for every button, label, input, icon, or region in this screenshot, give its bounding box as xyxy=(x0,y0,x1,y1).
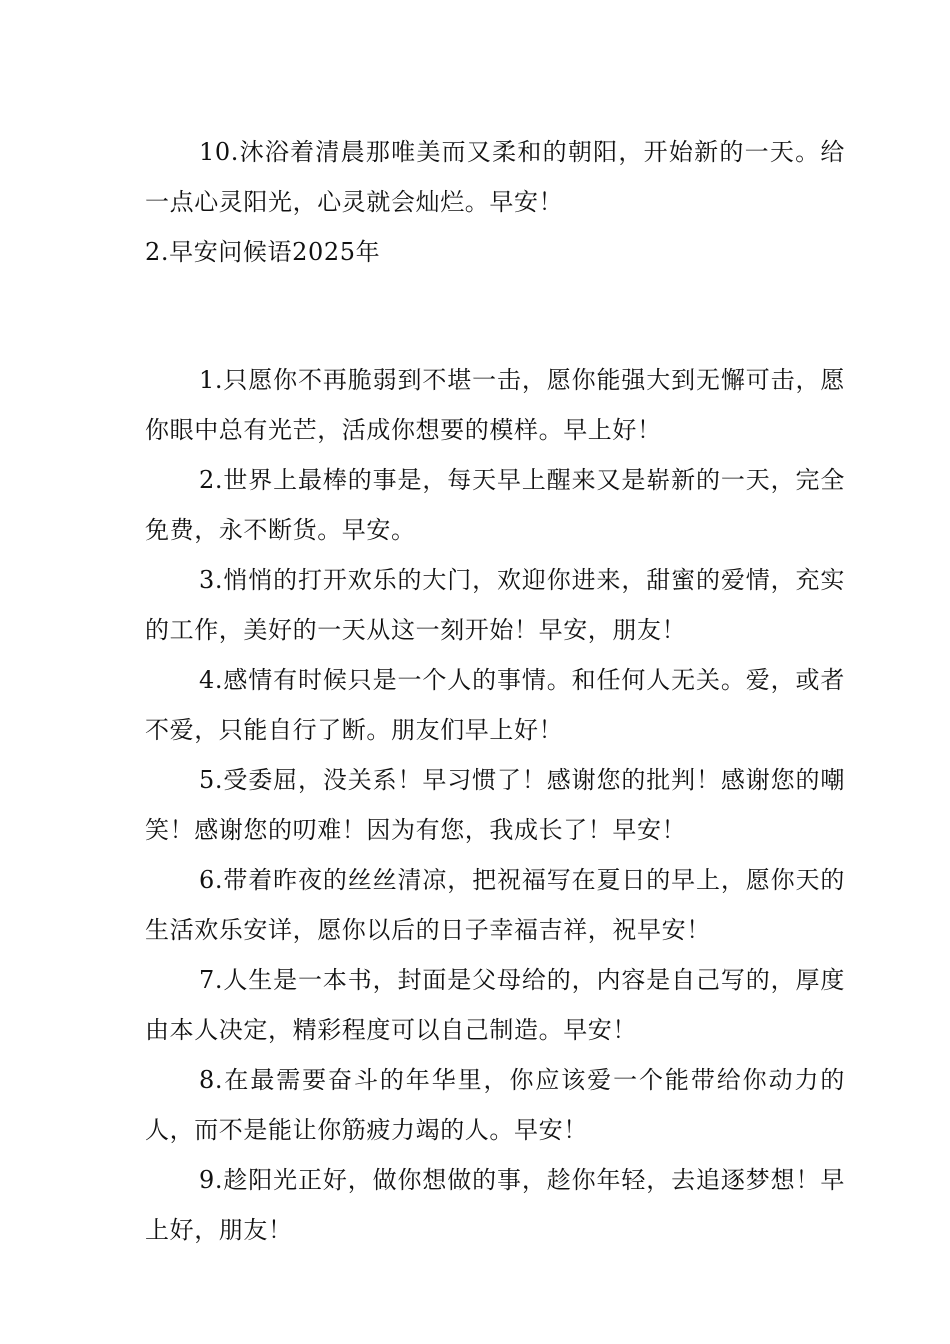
intro-paragraph: 10.沐浴着清晨那唯美而又柔和的朝阳，开始新的一天。给一点心灵阳光，心灵就会灿烂。早安！ xyxy=(145,138,845,216)
greeting-item-8: 8.在最需要奋斗的年华里，你应该爱一个能带给你动力的人，而不是能让你筋疲力竭的人。早安！ xyxy=(145,1066,845,1144)
greeting-item-5: 5.受委屈，没关系！早习惯了！感谢您的批判！感谢您的嘲笑！感谢您的叨难！因为有您，我成长了！早安！ xyxy=(145,766,845,844)
greeting-item-2: 2.世界上最棒的事是，每天早上醒来又是崭新的一天，完全免费，永不断货。早安。 xyxy=(145,466,845,544)
greeting-item-4: 4.感情有时候只是一个人的事情。和任何人无关。爱，或者不爱，只能自行了断。朋友们早上好！ xyxy=(145,666,845,744)
section-heading: 2.早安问候语2025年 xyxy=(145,238,381,266)
greeting-item-6: 6.带着昨夜的丝丝清凉，把祝福写在夏日的早上，愿你天的生活欢乐安详，愿你以后的日子幸福吉祥，祝早安！ xyxy=(145,866,845,944)
greeting-item-9: 9.趁阳光正好，做你想做的事，趁你年轻，去追逐梦想！早上好，朋友！ xyxy=(145,1166,845,1244)
greeting-item-1: 1.只愿你不再脆弱到不堪一击，愿你能强大到无懈可击，愿你眼中总有光芒，活成你想要的模样。早上好！ xyxy=(145,366,845,444)
document-body xyxy=(145,127,845,1255)
greeting-item-7: 7.人生是一本书，封面是父母给的，内容是自己写的，厚度由本人决定，精彩程度可以自己制造。早安！ xyxy=(145,966,845,1044)
greeting-item-3: 3.悄悄的打开欢乐的大门，欢迎你进来，甜蜜的爱情，充实的工作，美好的一天从这一刻开始！早安，朋友！ xyxy=(145,566,845,644)
section-spacer xyxy=(145,277,845,355)
